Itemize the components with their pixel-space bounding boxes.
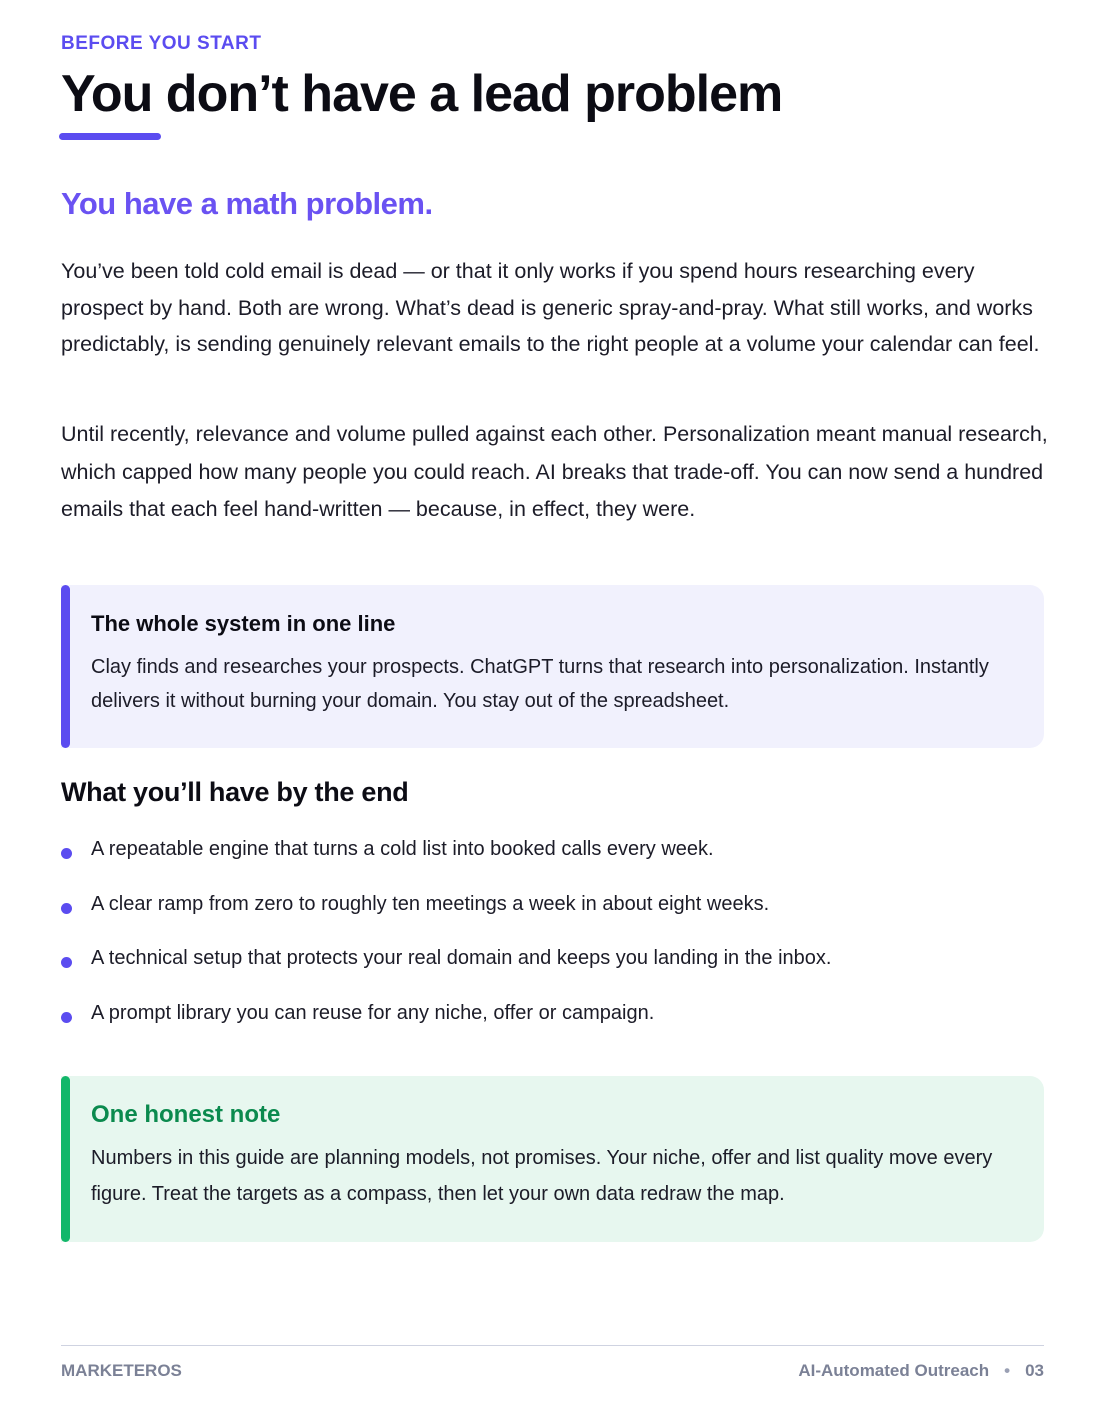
footer-meta — [798, 1361, 1044, 1381]
callout-body: Clay finds and researches your prospects. ChatGPT turns that research into personalization. Instantly delivers it without burning your domain. You stay out of the spreadsheet. — [91, 656, 989, 712]
bullet-dot-icon — [61, 957, 72, 968]
callout-accent-bar — [61, 1076, 70, 1242]
footer-divider — [61, 1345, 1044, 1346]
system-summary-callout — [61, 585, 1044, 748]
callout-accent-bar — [61, 585, 70, 748]
title-underline — [59, 133, 161, 140]
footer-guide-title: AI-Automated Outreach — [798, 1361, 990, 1380]
list-item — [61, 998, 831, 1053]
intro-paragraph-2: Until recently, relevance and volume pulled against each other. Personalization meant manual research, which capped how many people you could reach. AI breaks that trade-off. You can now send a hundred emails that each feel hand-written — because, in effect, they were. — [61, 422, 1048, 521]
list-item-text: A technical setup that protects your real domain and keeps you landing in the inbox. — [91, 947, 832, 969]
section-eyebrow: BEFORE YOU START — [61, 33, 262, 54]
footer-separator: • — [1004, 1361, 1011, 1380]
bullet-dot-icon — [61, 848, 72, 859]
list-item — [61, 943, 831, 998]
bullet-dot-icon — [61, 903, 72, 914]
callout-body: Numbers in this guide are planning models, not promises. Your niche, offer and list quality move every figure. Treat the targets as a compass, then let your own data redraw the map. — [91, 1147, 993, 1205]
outcomes-list — [61, 834, 831, 1052]
page-number: 03 — [1025, 1361, 1044, 1380]
list-item-text: A prompt library you can reuse for any niche, offer or campaign. — [91, 1001, 655, 1024]
outcomes-heading: What you’ll have by the end — [61, 777, 409, 807]
list-item-text: A clear ramp from zero to roughly ten meetings a week in about eight weeks. — [91, 892, 770, 915]
list-item — [61, 889, 831, 944]
page — [61, 0, 1048, 1423]
footer-brand: MARKETEROS — [61, 1361, 182, 1380]
bullet-dot-icon — [61, 1012, 72, 1023]
callout-heading: One honest note — [91, 1101, 281, 1128]
callout-heading: The whole system in one line — [91, 611, 396, 636]
page-title: You don’t have a lead problem — [61, 65, 783, 123]
list-item — [61, 834, 831, 889]
intro-paragraph-1: You’ve been told cold email is dead — or that it only works if you spend hours researching every prospect by hand. Both are wrong. What’s dead is generic spray-and-pray. What still works, and works predictably, is sending genuinely relevant emails to the right people at a volume your calendar can feel. — [61, 259, 1040, 356]
honest-note-callout — [61, 1076, 1044, 1242]
page-subtitle: You have a math problem. — [61, 186, 433, 221]
list-item-text: A repeatable engine that turns a cold list into booked calls every week. — [91, 838, 714, 860]
